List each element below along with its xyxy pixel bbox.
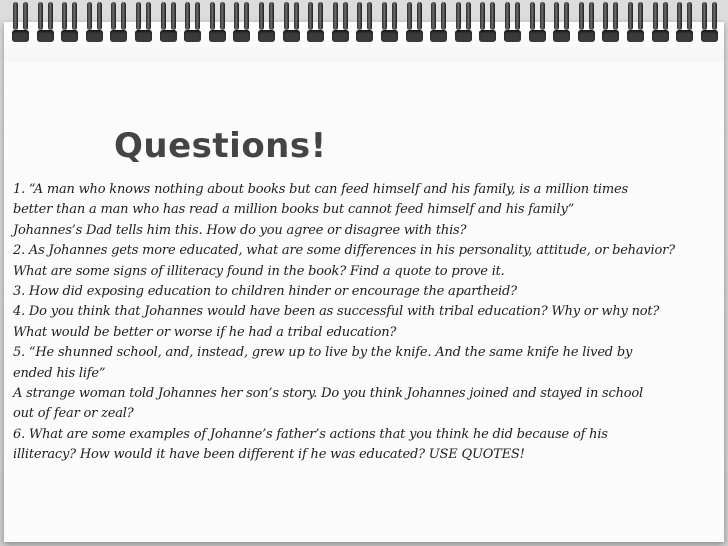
question-line: 3. How did exposing education to children hinder or encourage the apartheid?: [13, 284, 517, 300]
questions-text: [13, 180, 725, 466]
spiral-ring-icon: [527, 0, 549, 44]
question-line: better than a man who has read a million books but cannot feed himself and his family”: [13, 202, 575, 218]
spiral-ring-icon: [551, 0, 573, 44]
question-line: What would be better or worse if he had a tribal education?: [13, 324, 397, 340]
question-line: A strange woman told Johannes her son’s story. Do you think Johannes joined and stayed in school: [13, 386, 643, 402]
spiral-ring-icon: [256, 0, 278, 44]
slide-title: Questions!: [114, 126, 327, 166]
spiral-ring-icon: [330, 0, 352, 44]
spiral-ring-icon: [158, 0, 180, 44]
spiral-ring-icon: [379, 0, 401, 44]
question-line: 2. As Johannes gets more educated, what are some differences in his personality, attitude, or behavior?: [13, 243, 675, 259]
question-line: 4. Do you think that Johannes would have been as successful with tribal education? Why or why not?: [13, 304, 660, 320]
question-line: 5. “He shunned school, and, instead, grew up to live by the knife. And the same knife he lived by: [13, 345, 633, 361]
spiral-ring-icon: [305, 0, 327, 44]
notebook-page: [4, 22, 724, 542]
spiral-ring-icon: [600, 0, 622, 44]
question-line: illiteracy? How would it have been different if he was educated? USE QUOTES!: [13, 447, 525, 463]
question-line: 1. “A man who knows nothing about books but can feed himself and his family, is a million times: [13, 182, 628, 197]
spiral-ring-icon: [502, 0, 524, 44]
question-line: Johannes’s Dad tells him this. How do you agree or disagree with this?: [13, 222, 467, 238]
spiral-ring-icon: [84, 0, 106, 44]
spiral-ring-icon: [453, 0, 475, 44]
spiral-ring-icon: [699, 0, 721, 44]
spiral-ring-icon: [207, 0, 229, 44]
spiral-ring-icon: [281, 0, 303, 44]
spiral-ring-icon: [576, 0, 598, 44]
question-line: 6. What are some examples of Johanne’s father’s actions that you think he did because of his: [13, 426, 608, 442]
spiral-ring-icon: [625, 0, 647, 44]
spiral-ring-icon: [35, 0, 57, 44]
question-line: ended his life”: [13, 365, 106, 381]
spiral-ring-icon: [108, 0, 130, 44]
spiral-binding: [10, 0, 722, 46]
spiral-ring-icon: [404, 0, 426, 44]
spiral-ring-icon: [231, 0, 253, 44]
spiral-ring-icon: [354, 0, 376, 44]
spiral-ring-icon: [133, 0, 155, 44]
spiral-ring-icon: [10, 0, 32, 44]
question-line: What are some signs of illiteracy found in the book? Find a quote to prove it.: [13, 263, 505, 279]
spiral-ring-icon: [59, 0, 81, 44]
spiral-ring-icon: [477, 0, 499, 44]
spiral-ring-icon: [428, 0, 450, 44]
spiral-ring-icon: [674, 0, 696, 44]
spiral-ring-icon: [182, 0, 204, 44]
question-line: out of fear or zeal?: [13, 406, 134, 422]
spiral-ring-icon: [650, 0, 672, 44]
